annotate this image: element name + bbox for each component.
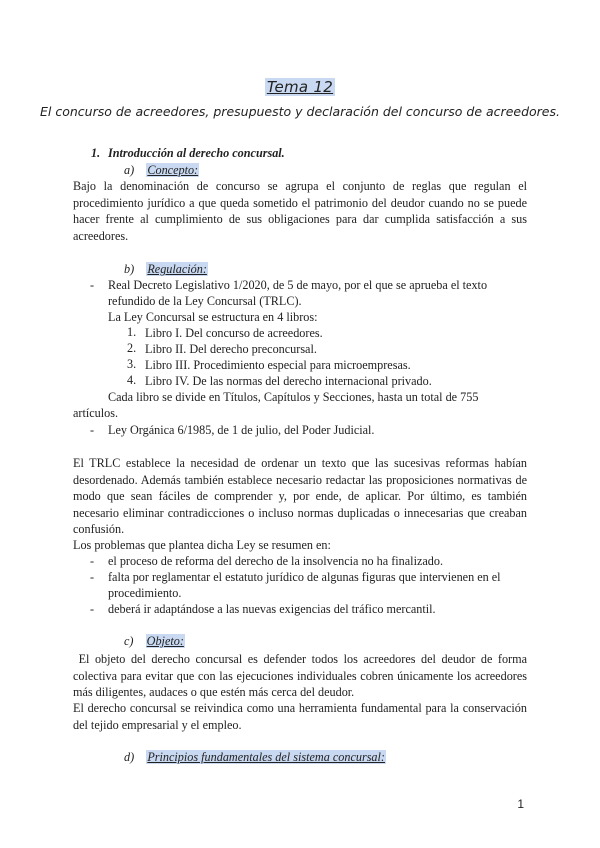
- page-number: 1: [517, 797, 524, 811]
- concepto-heading: [124, 163, 199, 178]
- book-number: 3.: [127, 357, 137, 371]
- books-note-line1: Cada libro se divide en Títulos, Capítulos y Secciones, hasta un total de 755: [108, 390, 479, 404]
- problem-item: el proceso de reforma del derecho de la insolvencia no ha finalizado.: [108, 554, 444, 568]
- book-item: Libro II. Del derecho preconcursal.: [145, 342, 317, 356]
- regulacion-label: Regulación:: [147, 262, 207, 276]
- page-subtitle: El concurso de acreedores, presupuesto y declaración del concurso de acreedores.: [40, 104, 560, 119]
- book-number: 2.: [127, 341, 137, 355]
- book-number: 1.: [127, 325, 137, 339]
- bullet-dash: -: [90, 423, 95, 437]
- books-note-line2: artículos.: [73, 406, 119, 420]
- objeto-paragraph-1: El objeto del derecho concursal es defender todos los acreedores del deudor de forma colectiva para evitar que con las ejecuciones individuales cobren únicamente los acreedores más diligentes, audaces o que estén más cerca del deudor.: [73, 652, 531, 699]
- regulacion-item1-line1: Real Decreto Legislativo 1/2020, de 5 de mayo, por el que se aprueba el texto: [108, 278, 488, 292]
- problems-intro: Los problemas que plantea dicha Ley se resumen en:: [73, 538, 331, 552]
- book-item: Libro III. Procedimiento especial para microempresas.: [145, 358, 411, 372]
- principios-label: Principios fundamentales del sistema concursal:: [147, 750, 385, 764]
- objeto-label: Objeto:: [146, 634, 184, 648]
- bullet-dash: -: [90, 602, 95, 616]
- regulacion-letter: b): [124, 262, 135, 276]
- regulacion-item2: Ley Orgánica 6/1985, de 1 de julio, del Poder Judicial.: [108, 423, 375, 437]
- principios-heading: [124, 750, 386, 765]
- regulacion-intro: La Ley Concursal se estructura en 4 libros:: [108, 310, 318, 324]
- objeto-letter: c): [124, 634, 134, 648]
- book-item: Libro IV. De las normas del derecho internacional privado.: [145, 374, 432, 388]
- objeto-heading: [124, 634, 185, 649]
- page-title: Tema 12: [266, 78, 334, 96]
- section-heading: Introducción al derecho concursal.: [108, 146, 285, 160]
- bullet-dash: -: [90, 278, 95, 292]
- regulacion-item1-line2: refundido de la Ley Concursal (TRLC).: [108, 294, 302, 308]
- regulacion-heading: [124, 262, 208, 277]
- trlc-paragraph: El TRLC establece la necesidad de ordenar un texto que las sucesivas reformas habían desordenado. Además también establece necesario redactar las proposiciones normativas de modo que sean fáciles de comprender y, por ende, de aplicar. Por último, es también necesario eliminar contradicciones o incluso normas duplicadas o innecesarias que creaban confusión.: [73, 456, 527, 536]
- bullet-dash: -: [90, 570, 95, 584]
- concepto-letter: a): [124, 163, 135, 177]
- principios-letter: d): [124, 750, 135, 764]
- problem-item: deberá ir adaptándose a las nuevas exigencias del tráfico mercantil.: [108, 602, 436, 616]
- bullet-dash: -: [90, 554, 95, 568]
- section-number: 1.: [91, 146, 101, 160]
- objeto-paragraph-2: El derecho concursal se reivindica como una herramienta fundamental para la conservación del tejido empresarial y el empleo.: [73, 701, 527, 732]
- problem-item: falta por reglamentar el estatuto jurídico de algunas figuras que intervienen en el: [108, 570, 501, 584]
- concepto-paragraph: Bajo la denominación de concurso se agrupa el conjunto de reglas que regulan el procedimiento jurídico a que queda sometido el patrimonio del deudor cuando no se puede hacer frente al cumplimiento de sus obligaciones para dar cumplida satisfacción a sus acreedores.: [73, 179, 527, 243]
- book-number: 4.: [127, 373, 137, 387]
- book-item: Libro I. Del concurso de acreedores.: [145, 326, 323, 340]
- problem-item-cont: procedimiento.: [108, 586, 182, 600]
- concepto-label: Concepto:: [147, 163, 199, 177]
